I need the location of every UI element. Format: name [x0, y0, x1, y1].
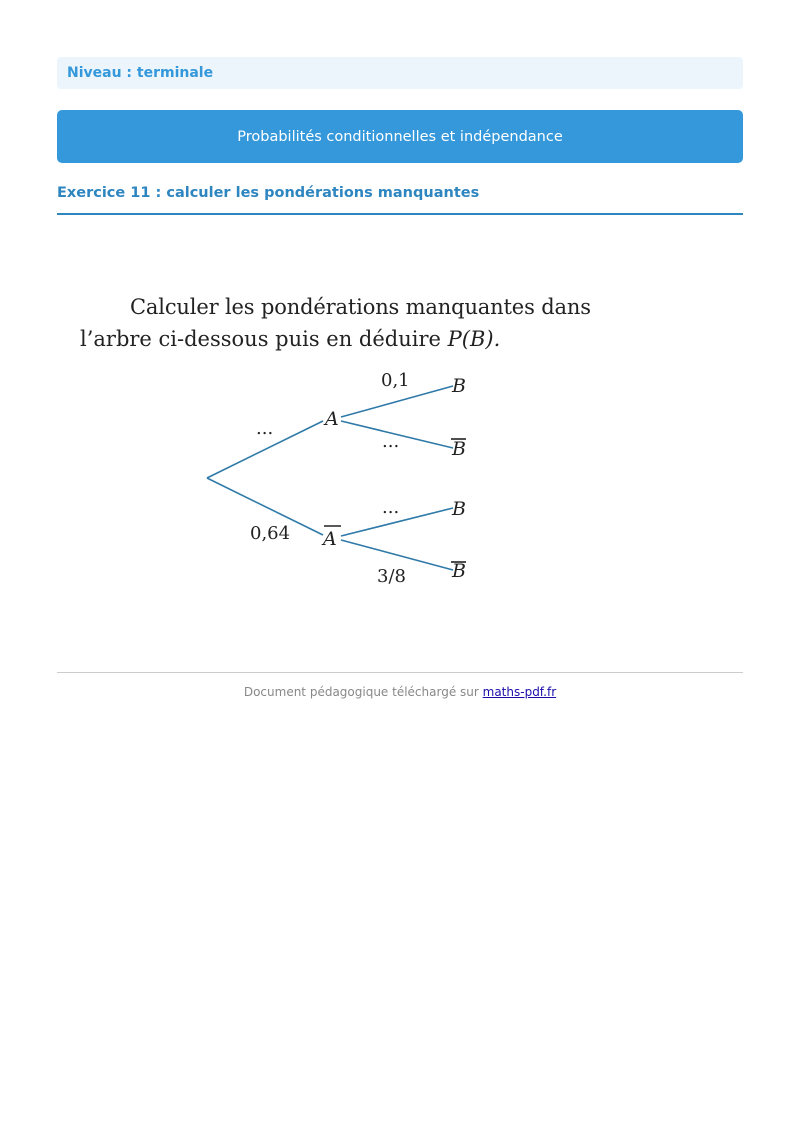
level-box	[57, 57, 743, 89]
node-b-bar-bottom: B	[452, 560, 466, 582]
weight-a-b: 0,1	[381, 370, 410, 391]
footer-link[interactable]: maths-pdf.fr	[482, 685, 557, 699]
instruction-line-1: Calculer les pondérations manquantes dans	[130, 295, 591, 319]
weight-root-a-bar: 0,64	[250, 523, 291, 544]
footer	[57, 685, 743, 699]
footer-divider	[57, 672, 743, 673]
exercise-title: Exercice 11 : calculer les pondérations manquantes	[57, 185, 743, 215]
node-b-bottom: B	[452, 498, 466, 520]
weight-root-a: ...	[256, 418, 274, 439]
chapter-title: Probabilités conditionnelles et indépendance	[237, 128, 563, 145]
instruction-line-2-text: l’arbre ci-dessous puis en déduire	[80, 327, 448, 351]
probability-tree-figure	[57, 280, 617, 600]
exercise-figure	[57, 280, 617, 600]
node-a-bar: A	[323, 528, 337, 550]
weight-a-bar-b-bar: 3/8	[377, 566, 406, 587]
node-a: A	[325, 408, 339, 430]
level-label: Niveau : terminale	[67, 65, 214, 81]
instruction-formula: P(B).	[447, 327, 501, 351]
chapter-banner	[57, 110, 743, 163]
footer-text: Document pédagogique téléchargé sur	[243, 685, 483, 699]
node-b-top: B	[452, 375, 466, 397]
instruction-line-2	[80, 327, 500, 351]
weight-a-b-bar: ...	[382, 431, 400, 452]
node-b-bar-top: B	[452, 438, 466, 460]
weight-a-bar-b: ...	[382, 497, 400, 518]
